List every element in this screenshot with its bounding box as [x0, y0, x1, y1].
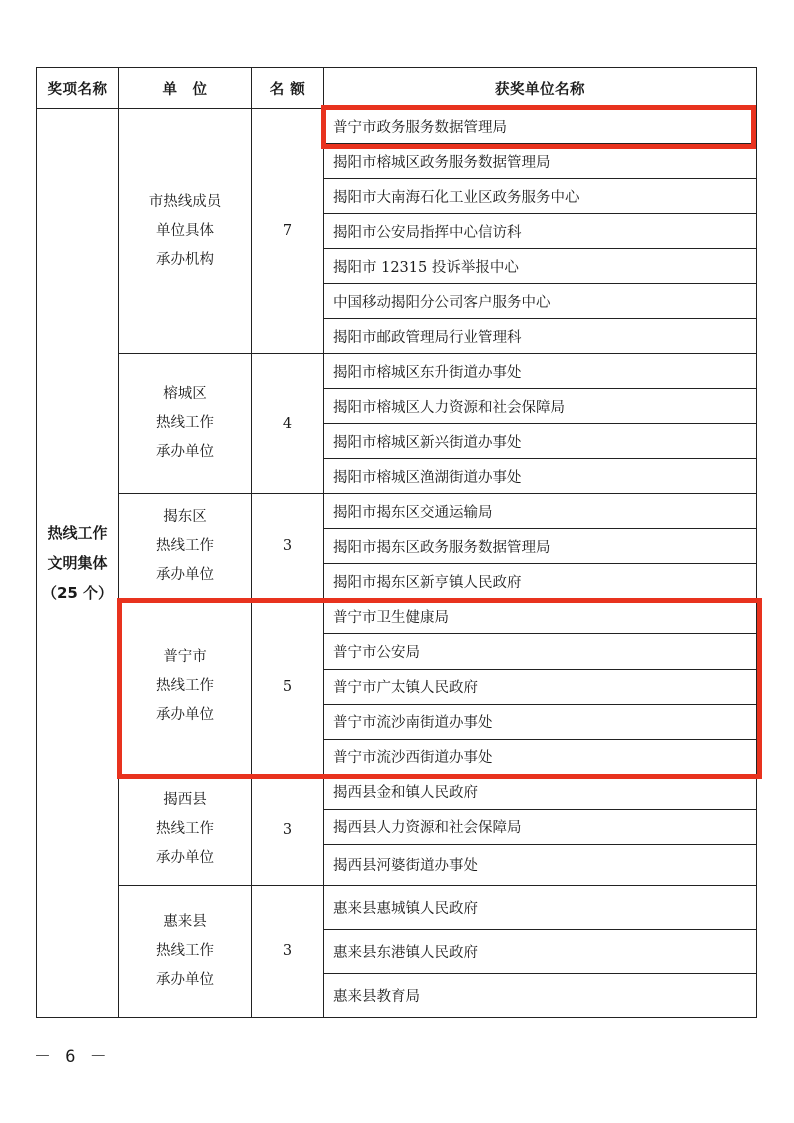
count-cell: 4 — [252, 354, 324, 494]
unit-cell — [119, 354, 252, 494]
table-row — [37, 774, 757, 809]
table-row — [37, 494, 757, 529]
awardee-name-cell: 揭西县人力资源和社会保障局 — [324, 809, 757, 844]
awardee-name-cell: 普宁市广太镇人民政府 — [324, 669, 757, 704]
count-cell: 3 — [252, 774, 324, 885]
award-category-cell — [37, 109, 119, 1018]
awardee-name-cell: 惠来县教育局 — [324, 973, 757, 1017]
awardee-name-cell: 揭阳市榕城区人力资源和社会保障局 — [324, 389, 757, 424]
unit-line: 市热线成员 — [148, 193, 222, 210]
unit-cell — [119, 494, 252, 599]
awards-table — [36, 67, 757, 1018]
award-category-line: （25 个） — [41, 584, 114, 602]
awardee-name-cell: 揭阳市揭东区政务服务数据管理局 — [324, 529, 757, 564]
unit-line: 揭东区 — [163, 508, 207, 525]
unit-line: 惠来县 — [163, 913, 207, 930]
table-row — [37, 885, 757, 929]
unit-line: 普宁市 — [163, 649, 207, 666]
award-category-line: 文明集体 — [47, 554, 108, 572]
awardee-name-cell: 揭阳市榕城区政务服务数据管理局 — [324, 144, 757, 179]
awardee-name-cell: 揭阳市揭东区新亨镇人民政府 — [324, 564, 757, 599]
unit-line: 揭西县 — [163, 792, 207, 809]
header-count: 名 额 — [252, 68, 324, 109]
awardee-name-cell: 揭阳市 12315 投诉举报中心 — [324, 249, 757, 284]
awardee-name-cell: 揭阳市公安局指挥中心信访科 — [324, 214, 757, 249]
awardee-name-cell: 揭西县金和镇人民政府 — [324, 774, 757, 809]
unit-line: 承办单位 — [156, 566, 214, 583]
awardee-name-cell: 揭西县河婆街道办事处 — [324, 844, 757, 885]
table-body — [37, 109, 757, 1018]
count-cell: 5 — [252, 599, 324, 774]
awardee-name-cell: 普宁市流沙西街道办事处 — [324, 739, 757, 774]
awardee-name-cell: 普宁市政务服务数据管理局 — [324, 109, 757, 144]
unit-line: 承办单位 — [156, 850, 214, 867]
unit-line: 承办机构 — [156, 251, 214, 268]
award-category-line: 热线工作 — [47, 524, 108, 542]
awardee-name-cell: 普宁市公安局 — [324, 634, 757, 669]
header-unit: 单 位 — [119, 68, 252, 109]
awardee-name-cell: 普宁市流沙南街道办事处 — [324, 704, 757, 739]
table-row — [37, 354, 757, 389]
unit-line: 热线工作 — [156, 942, 214, 959]
unit-cell — [119, 109, 252, 354]
table-row — [37, 599, 757, 634]
awardee-name-cell: 揭阳市榕城区渔湖街道办事处 — [324, 459, 757, 494]
unit-line: 承办单位 — [156, 971, 214, 988]
unit-line: 承办单位 — [156, 707, 214, 724]
header-names: 获奖单位名称 — [324, 68, 757, 109]
count-cell: 3 — [252, 885, 324, 1017]
awardee-name-cell: 揭阳市榕城区新兴街道办事处 — [324, 424, 757, 459]
awardee-name-cell: 惠来县东港镇人民政府 — [324, 929, 757, 973]
count-cell: 3 — [252, 494, 324, 599]
header-row — [37, 68, 757, 109]
unit-line: 热线工作 — [156, 821, 214, 838]
awardee-name-cell: 揭阳市榕城区东升街道办事处 — [324, 354, 757, 389]
unit-cell — [119, 599, 252, 774]
unit-line: 单位具体 — [156, 222, 214, 239]
unit-line: 榕城区 — [163, 386, 207, 403]
unit-line: 热线工作 — [156, 415, 214, 432]
unit-line: 承办单位 — [156, 444, 214, 461]
table-row — [37, 109, 757, 144]
awardee-name-cell: 普宁市卫生健康局 — [324, 599, 757, 634]
count-cell: 7 — [252, 109, 324, 354]
awardee-name-cell: 中国移动揭阳分公司客户服务中心 — [324, 284, 757, 319]
awardee-name-cell: 揭阳市揭东区交通运输局 — [324, 494, 757, 529]
page-number: － 6 － — [34, 1047, 109, 1067]
unit-line: 热线工作 — [156, 678, 214, 695]
awardee-name-cell: 揭阳市邮政管理局行业管理科 — [324, 319, 757, 354]
unit-cell — [119, 885, 252, 1017]
header-award: 奖项名称 — [37, 68, 119, 109]
unit-line: 热线工作 — [156, 537, 214, 554]
awardee-name-cell: 惠来县惠城镇人民政府 — [324, 885, 757, 929]
unit-cell — [119, 774, 252, 885]
awardee-name-cell: 揭阳市大南海石化工业区政务服务中心 — [324, 179, 757, 214]
